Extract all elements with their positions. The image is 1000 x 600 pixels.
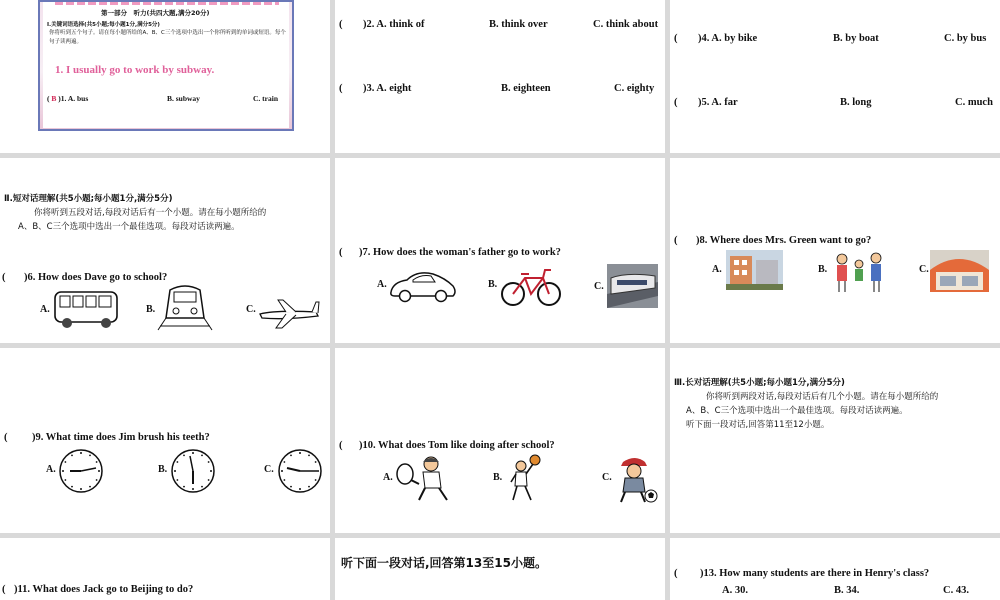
q4-paren: ( — [674, 33, 678, 44]
q5-paren: ( — [674, 97, 678, 108]
bicycle-icon[interactable] — [499, 266, 563, 308]
q13-paren: ( — [674, 568, 678, 579]
part3-instructions-1: 你将听到两段对话,每段对话后有几个小题。请在每小题所给的 — [706, 392, 939, 402]
clock-a-icon[interactable] — [58, 448, 104, 494]
clock-c-icon[interactable] — [277, 448, 323, 494]
slide-part2-q6[interactable] — [0, 158, 330, 343]
q4-option-b: B. by boat — [833, 33, 879, 44]
q8-label-b: B. — [818, 264, 828, 275]
car-icon[interactable] — [387, 268, 459, 304]
thumbnail-content — [43, 2, 289, 128]
basketball-player-icon[interactable] — [505, 454, 545, 504]
q13-option-a: A. 30. — [722, 585, 748, 596]
q10-label-a: A. — [383, 472, 393, 483]
slide-listen-13-15[interactable] — [335, 538, 665, 600]
hotel-photo[interactable] — [726, 250, 783, 290]
q7-label-a: A. — [377, 279, 387, 290]
q9-label-b: B. — [158, 464, 168, 475]
part2-heading: Ⅱ.短对话理解(共5小题;每小题1分,满分5分) — [4, 194, 173, 204]
q9-paren: ( — [4, 432, 8, 443]
q6-stem: )6. How does Dave go to school? — [24, 272, 168, 283]
q6-label-b: B. — [146, 304, 156, 315]
slide-thumbnail[interactable] — [38, 0, 294, 131]
q10-label-c: C. — [602, 472, 612, 483]
slide-q2-q3[interactable] — [335, 0, 665, 153]
example-question: ( B )1. A. bus — [47, 94, 89, 103]
thumbnail-decor-stripe — [55, 2, 279, 5]
example-answer: B — [51, 94, 57, 103]
q4-option-a: )4. A. by bike — [698, 33, 758, 44]
q8-paren: ( — [674, 235, 678, 246]
clock-b-icon[interactable] — [170, 448, 216, 494]
part2-instructions-2: A、B、C三个选项中选出一个最佳选项。每段对话读两遍。 — [18, 222, 240, 232]
q9-label-a: A. — [46, 464, 56, 475]
example-option-c: C. train — [253, 94, 278, 103]
q9-stem: )9. What time does Jim brush his teeth? — [32, 432, 210, 443]
part3-heading: Ⅲ.长对话理解(共5小题;每小题1分,满分5分) — [674, 378, 845, 388]
q5-option-a: )5. A. far — [698, 97, 738, 108]
family-shopping-icon[interactable] — [830, 250, 888, 294]
q2-paren: ( — [339, 19, 343, 30]
part2-instructions-1: 你将听到五段对话,每段对话后有一个小题。请在每小题所给的 — [34, 208, 267, 218]
q9-label-c: C. — [264, 464, 274, 475]
q6-label-c: C. — [246, 304, 256, 315]
q8-label-c: C. — [919, 264, 929, 275]
part3-instructions-3: 听下面一段对话,回答第11至12小题。 — [686, 420, 830, 430]
slide-q8[interactable] — [670, 158, 1000, 343]
q3-paren: ( — [339, 83, 343, 94]
section-heading: 第一部分 听力(共四大题,满分20分) — [101, 9, 210, 17]
train-icon[interactable] — [156, 282, 214, 332]
slide-q7[interactable] — [335, 158, 665, 343]
q10-stem: )10. What does Tom like doing after school? — [359, 440, 555, 451]
q2-option-c: C. think about — [593, 19, 659, 30]
bus-icon[interactable] — [52, 288, 122, 330]
q13-stem: )13. How many students are there in Henry's class? — [700, 568, 930, 579]
plane-icon[interactable] — [256, 290, 322, 330]
q7-label-b: B. — [488, 279, 498, 290]
slide-thumbnail-panel[interactable] — [0, 0, 330, 153]
q11-paren: ( — [2, 584, 6, 595]
part1-heading: Ⅰ.关键词语选择(共5小题;每小题1分,满分5分) — [47, 22, 160, 28]
subway-photo[interactable] — [607, 264, 658, 308]
part3-instructions-2: A、B、C三个选项中选出一个最佳选项。每段对话读两遍。 — [686, 406, 908, 416]
q2-option-a: )2. A. think of — [363, 19, 425, 30]
bus-station-photo[interactable] — [930, 250, 989, 292]
q7-paren: ( — [339, 247, 343, 258]
q3-option-a: )3. A. eight — [363, 83, 412, 94]
soccer-player-icon[interactable] — [613, 454, 659, 504]
slide-q4-q5[interactable] — [670, 0, 1000, 153]
example-option-a: )1. A. bus — [58, 94, 89, 103]
q3-option-c: C. eighty — [614, 83, 655, 94]
tennis-player-icon[interactable] — [395, 454, 457, 504]
q6-label-a: A. — [40, 304, 50, 315]
slide-q13[interactable] — [670, 538, 1000, 600]
q7-label-c: C. — [594, 281, 604, 292]
q13-option-b: B. 34. — [834, 585, 860, 596]
q11-stem: )11. What does Jack go to Beijing to do? — [14, 584, 194, 595]
q8-label-a: A. — [712, 264, 722, 275]
q10-paren: ( — [339, 440, 343, 451]
q6-paren: ( — [2, 272, 6, 283]
listen-13-15-instruction: 听下面一段对话,回答第13至15小题。 — [341, 556, 547, 570]
q4-option-c: C. by bus — [944, 33, 987, 44]
part1-instructions: 你将听到五个句子。请在每小题所给的A、B、C三个选项中选出一个你所听到的单词或短语。每个句子读两遍。 — [49, 30, 286, 45]
slide-q9[interactable] — [0, 348, 330, 533]
example-option-b: B. subway — [167, 94, 200, 103]
q3-option-b: B. eighteen — [501, 83, 551, 94]
q2-option-b: B. think over — [489, 19, 548, 30]
q7-stem: )7. How does the woman's father go to work? — [359, 247, 561, 258]
q8-stem: )8. Where does Mrs. Green want to go? — [696, 235, 872, 246]
slide-q11[interactable] — [0, 538, 330, 600]
slide-q10[interactable] — [335, 348, 665, 533]
q10-label-b: B. — [493, 472, 503, 483]
slide-part3[interactable] — [670, 348, 1000, 533]
example-sentence: 1. I usually go to work by subway. — [55, 64, 215, 76]
q5-option-b: B. long — [840, 97, 872, 108]
q13-option-c: C. 43. — [943, 585, 969, 596]
q5-option-c: C. much — [955, 97, 993, 108]
